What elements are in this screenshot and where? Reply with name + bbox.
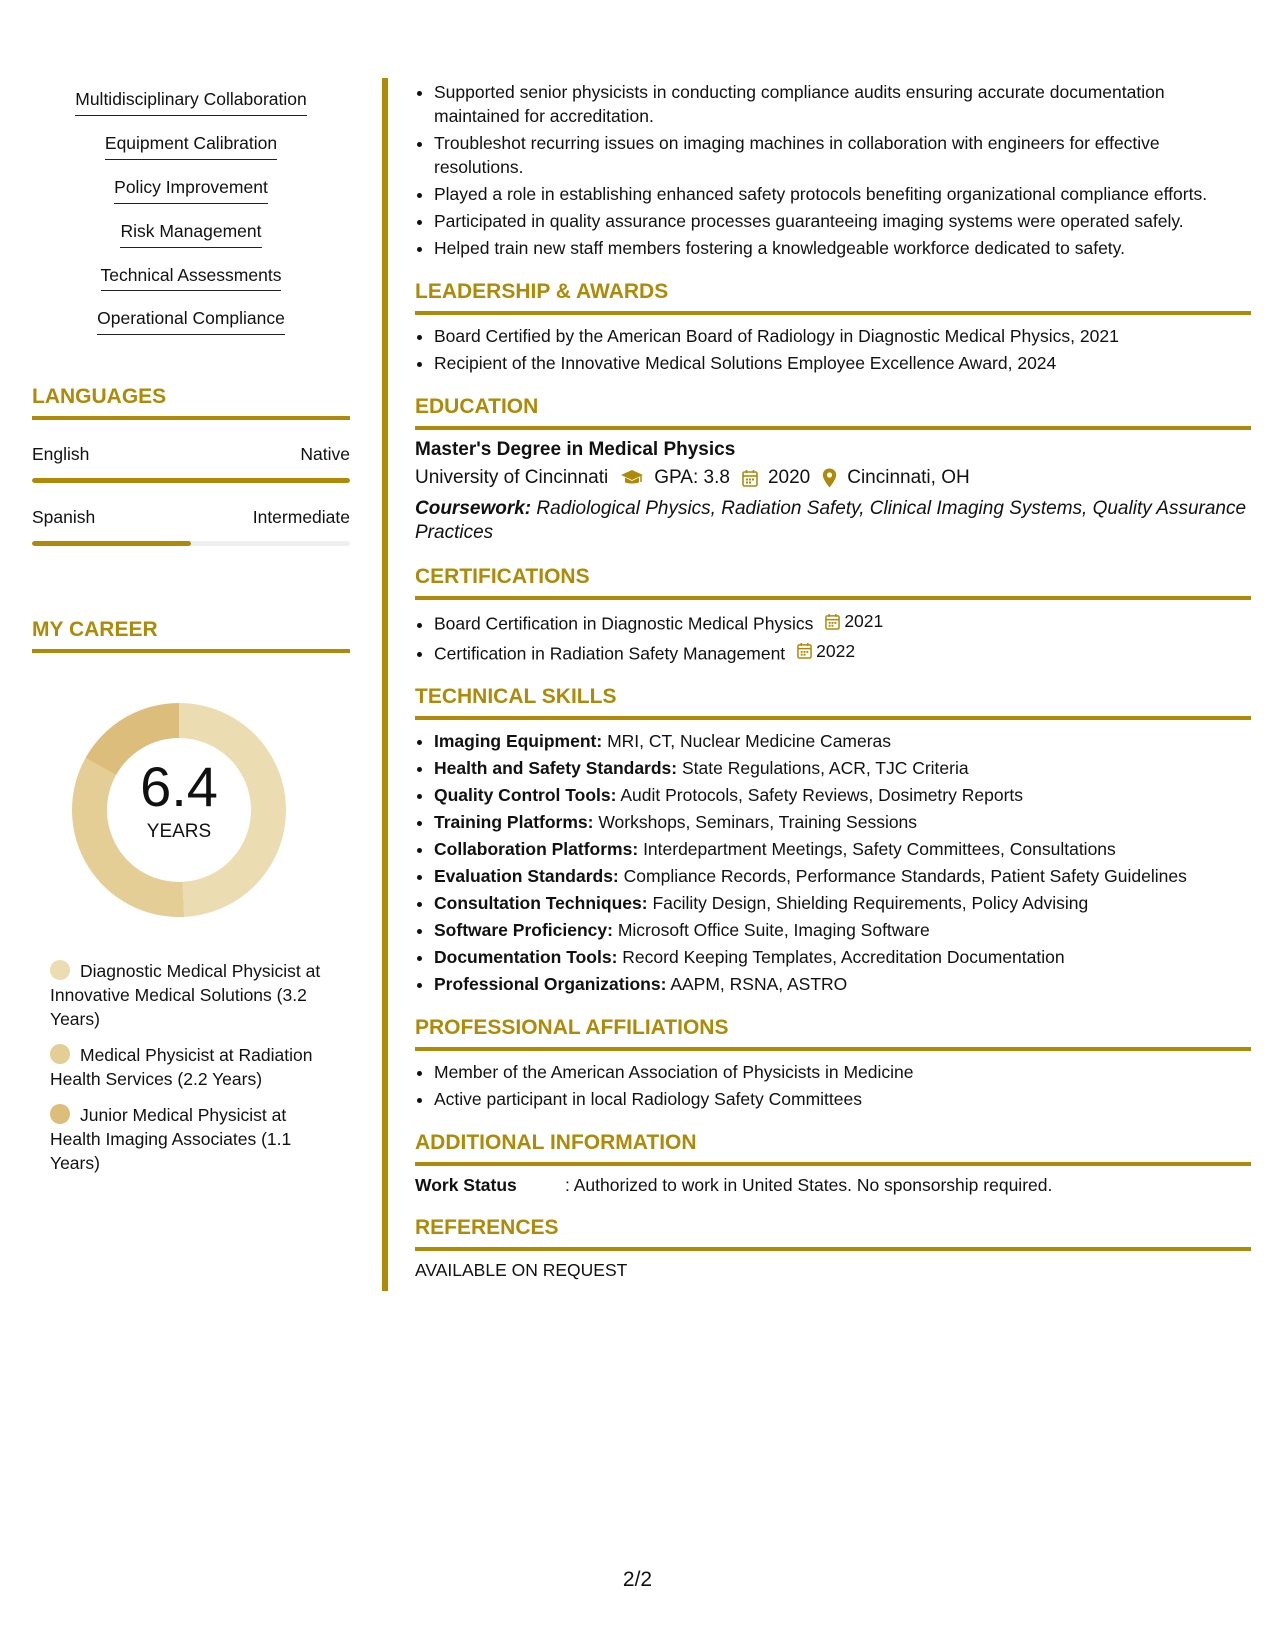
- experience-bullets: [415, 80, 1251, 260]
- certification-name: Board Certification in Diagnostic Medical Physics: [434, 613, 814, 634]
- language-bar: [32, 541, 350, 546]
- graduation-cap-icon: [620, 469, 644, 487]
- school-name: University of Cincinnati: [415, 467, 609, 488]
- coursework-list: Radiological Physics, Radiation Safety, Clinical Imaging Systems, Quality Assurance Practices: [415, 498, 1247, 543]
- affiliation-item: • Active participant in local Radiology Safety Committees: [434, 1087, 1251, 1111]
- language-entry: [32, 444, 350, 483]
- technical-skill-item: [434, 783, 1251, 807]
- additional-info-title: ADDITIONAL INFORMATION: [415, 1131, 1251, 1166]
- technical-skill-item: [434, 810, 1251, 834]
- experience-bullet: • Troubleshot recurring issues on imaging machines in collaboration with engineers for effective resolutions.: [434, 131, 1251, 179]
- legend-dot: [50, 1044, 70, 1064]
- vertical-divider: [382, 78, 388, 1291]
- certification-year: 2022: [816, 640, 856, 661]
- skill-tag: Policy Improvement: [114, 177, 268, 204]
- affiliation-item: • Member of the American Association of Physicists in Medicine: [434, 1060, 1251, 1084]
- skill-value: MRI, CT, Nuclear Medicine Cameras: [607, 731, 892, 751]
- main-content: [415, 80, 1251, 1281]
- education-section: [415, 395, 1251, 545]
- technical-skill-item: [434, 729, 1251, 753]
- language-name: English: [32, 444, 90, 465]
- technical-skills-section: [415, 685, 1251, 996]
- references-title: REFERENCES: [415, 1216, 1251, 1251]
- calendar-icon: [825, 613, 840, 630]
- technical-skill-item: [434, 918, 1251, 942]
- additional-info-section: [415, 1131, 1251, 1196]
- experience-bullet: • Participated in quality assurance processes guaranteeing imaging systems were operated safely.: [434, 209, 1251, 233]
- skill-value: State Regulations, ACR, TJC Criteria: [682, 758, 969, 778]
- location-pin-icon: [822, 468, 837, 488]
- skill-tag: Equipment Calibration: [105, 133, 277, 160]
- skill-label: Training Platforms:: [434, 812, 594, 832]
- language-level: Native: [300, 444, 350, 465]
- career-item-text: Medical Physicist at Radiation Health Services (2.2 Years): [50, 1045, 313, 1090]
- education-meta: [415, 467, 1251, 489]
- certification-name: Certification in Radiation Safety Management: [434, 643, 786, 663]
- gpa: GPA: 3.8: [654, 467, 730, 488]
- skill-value: Record Keeping Templates, Accreditation Documentation: [622, 947, 1065, 967]
- skill-label: Professional Organizations:: [434, 974, 667, 994]
- skill-label: Documentation Tools:: [434, 947, 618, 967]
- calendar-icon: [797, 642, 812, 659]
- coursework: [415, 497, 1251, 545]
- legend-dot: [50, 960, 70, 980]
- career-total: 6.4: [140, 755, 218, 819]
- language-bar-fill: [32, 541, 191, 546]
- languages-section: [32, 385, 350, 546]
- work-status-value: : Authorized to work in United States. No sponsorship required.: [565, 1175, 1053, 1195]
- skill-label: Imaging Equipment:: [434, 731, 603, 751]
- affiliations-section: [415, 1016, 1251, 1111]
- calendar-icon: [742, 469, 758, 487]
- career-item: [50, 1103, 332, 1175]
- career-unit: YEARS: [146, 821, 212, 843]
- skill-value: Interdepartment Meetings, Safety Committees, Consultations: [643, 839, 1116, 859]
- degree-title: Master's Degree in Medical Physics: [415, 439, 736, 460]
- career-item-text: Junior Medical Physicist at Health Imaging Associates (1.1 Years): [50, 1105, 292, 1174]
- technical-skill-item: [434, 891, 1251, 915]
- technical-skills-title: TECHNICAL SKILLS: [415, 685, 1251, 720]
- language-entry: [32, 507, 350, 546]
- skill-label: Collaboration Platforms:: [434, 839, 639, 859]
- affiliations-title: PROFESSIONAL AFFILIATIONS: [415, 1016, 1251, 1051]
- graduation-year: 2020: [767, 467, 811, 488]
- technical-skill-item: [434, 945, 1251, 969]
- work-status: [415, 1175, 1251, 1196]
- skill-label: Software Proficiency:: [434, 920, 613, 940]
- skill-value: AAPM, RSNA, ASTRO: [670, 974, 848, 994]
- references-section: [415, 1216, 1251, 1281]
- experience-bullet: • Supported senior physicists in conducting compliance audits ensuring accurate documentation maintained for accreditation.: [434, 80, 1251, 128]
- skill-tag: Risk Management: [120, 221, 261, 248]
- school-location: Cincinnati, OH: [847, 467, 970, 488]
- technical-skill-item: [434, 972, 1251, 996]
- skill-value: Microsoft Office Suite, Imaging Software: [617, 920, 930, 940]
- skill-value: Facility Design, Shielding Requirements, Policy Advising: [652, 893, 1089, 913]
- experience-bullet: • Helped train new staff members fostering a knowledgeable workforce dedicated to safety.: [434, 236, 1251, 260]
- skill-value: Compliance Records, Performance Standards, Patient Safety Guidelines: [623, 866, 1187, 886]
- language-name: Spanish: [32, 507, 96, 528]
- certifications-title: CERTIFICATIONS: [415, 565, 1251, 600]
- skill-value: Workshops, Seminars, Training Sessions: [598, 812, 918, 832]
- sidebar: [32, 78, 350, 1187]
- skill-label: Consultation Techniques:: [434, 893, 648, 913]
- language-bar-fill: [32, 478, 350, 483]
- languages-title: LANGUAGES: [32, 385, 350, 420]
- coursework-label: Coursework:: [415, 498, 532, 519]
- technical-skill-item: [434, 864, 1251, 888]
- career-title: MY CAREER: [32, 618, 350, 653]
- technical-skill-item: [434, 837, 1251, 861]
- career-donut: [66, 697, 292, 923]
- skill-tag: Multidisciplinary Collaboration: [75, 89, 307, 116]
- skills-list: [32, 78, 350, 341]
- skill-label: Health and Safety Standards:: [434, 758, 678, 778]
- page-number: 2/2: [622, 1568, 653, 1591]
- skill-value: Audit Protocols, Safety Reviews, Dosimetry Reports: [620, 785, 1024, 805]
- career-item: [50, 959, 332, 1031]
- legend-dot: [50, 1104, 70, 1124]
- leadership-section: [415, 280, 1251, 375]
- certification-year: 2021: [844, 611, 884, 631]
- career-section: [32, 618, 350, 1175]
- education-title: EDUCATION: [415, 395, 1251, 430]
- skill-tag: Operational Compliance: [97, 308, 285, 335]
- certification-item: [434, 639, 1251, 666]
- career-item-text: Diagnostic Medical Physicist at Innovative Medical Solutions (3.2 Years): [50, 961, 321, 1030]
- certifications-section: [415, 565, 1251, 665]
- technical-skill-item: [434, 756, 1251, 780]
- experience-bullet: • Played a role in establishing enhanced safety protocols benefiting organizational compliance efforts.: [434, 182, 1251, 206]
- language-bar: [32, 478, 350, 483]
- leadership-item: • Board Certified by the American Board of Radiology in Diagnostic Medical Physics, 2021: [434, 324, 1251, 348]
- career-item: [50, 1043, 332, 1091]
- language-level: Intermediate: [252, 507, 350, 528]
- skill-label: Evaluation Standards:: [434, 866, 619, 886]
- certification-item: [434, 609, 1251, 636]
- leadership-title: LEADERSHIP & AWARDS: [415, 280, 1251, 315]
- career-legend: [50, 959, 332, 1175]
- work-status-label: Work Status: [415, 1175, 517, 1195]
- skill-tag: Technical Assessments: [101, 265, 282, 292]
- references-text: AVAILABLE ON REQUEST: [415, 1260, 628, 1280]
- skill-label: Quality Control Tools:: [434, 785, 617, 805]
- leadership-item: • Recipient of the Innovative Medical Solutions Employee Excellence Award, 2024: [434, 351, 1251, 375]
